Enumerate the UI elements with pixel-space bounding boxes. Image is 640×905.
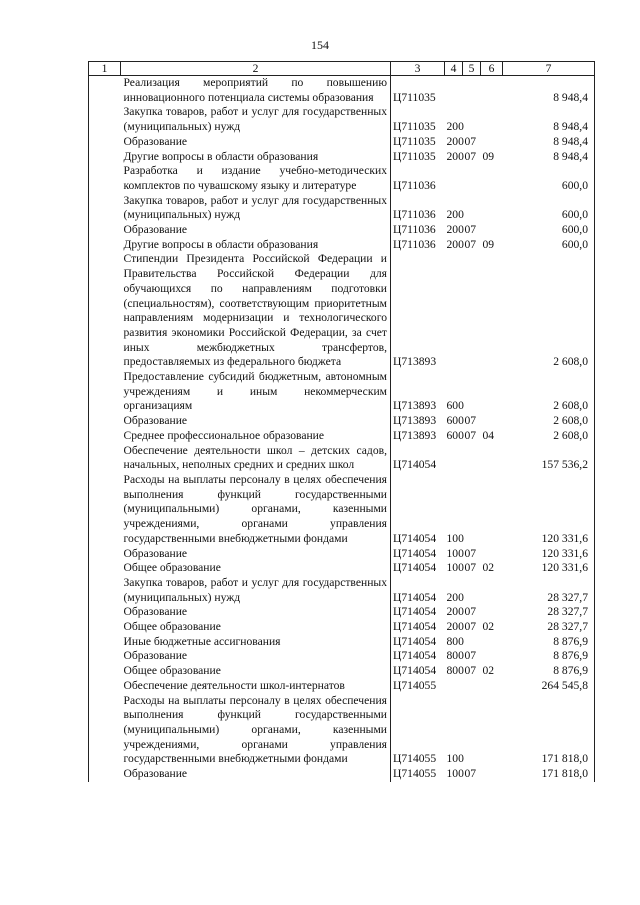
row-col-1	[89, 635, 121, 650]
row-section	[463, 635, 481, 650]
row-name: Образование	[123, 223, 188, 237]
row-subsection	[481, 105, 503, 134]
row-subsection: 02	[482, 561, 495, 575]
row-subsection: 02	[482, 664, 495, 678]
row-col-1	[89, 223, 121, 238]
row-subsection	[481, 605, 503, 620]
row-code: Ц714054	[391, 635, 445, 650]
row-expense-type: 100	[446, 531, 464, 545]
row-section: 07	[464, 546, 477, 560]
table-row	[89, 105, 595, 134]
row-amount: 2 608,0	[503, 414, 595, 429]
row-section: 07	[464, 134, 477, 148]
row-col-1	[89, 576, 121, 605]
table-row	[89, 223, 595, 238]
row-code: Ц714054	[391, 605, 445, 620]
table-row	[89, 605, 595, 620]
row-code: Ц713893	[391, 370, 445, 414]
row-expense-type: 200	[446, 223, 464, 237]
row-expense-type	[445, 76, 463, 106]
row-expense-type	[445, 252, 463, 370]
row-name: Разработка и издание учебно-методических комплектов по чувашскому языку и литературе	[123, 164, 387, 192]
row-subsection	[481, 76, 503, 106]
row-amount: 120 331,6	[503, 547, 595, 562]
row-section: 07	[464, 620, 477, 634]
row-subsection	[481, 635, 503, 650]
row-name: Образование	[123, 546, 188, 560]
row-col-1	[89, 429, 121, 444]
row-section: 07	[464, 223, 477, 237]
row-amount: 264 545,8	[503, 679, 595, 694]
table-row	[89, 414, 595, 429]
row-subsection	[481, 473, 503, 547]
row-subsection	[481, 252, 503, 370]
row-expense-type: 200	[446, 149, 464, 163]
row-code: Ц713893	[391, 252, 445, 370]
row-code: Ц714054	[391, 547, 445, 562]
row-col-1	[89, 105, 121, 134]
row-amount: 171 818,0	[503, 767, 595, 782]
table-row	[89, 473, 595, 547]
budget-table	[88, 61, 595, 782]
row-subsection	[481, 223, 503, 238]
table-row	[89, 694, 595, 768]
header-col-1: 1	[89, 62, 121, 76]
row-code: Ц713893	[391, 414, 445, 429]
row-name: Образование	[123, 649, 188, 663]
row-amount: 8 948,4	[503, 76, 595, 106]
row-name: Другие вопросы в области образования	[123, 237, 319, 251]
row-section	[463, 694, 481, 768]
row-expense-type: 200	[446, 605, 464, 619]
row-col-1	[89, 76, 121, 106]
row-name: Общее образование	[123, 664, 221, 678]
row-name: Общее образование	[123, 561, 221, 575]
row-name: Среднее профессиональное образование	[123, 428, 325, 442]
table-row	[89, 649, 595, 664]
table-row	[89, 620, 595, 635]
row-expense-type: 800	[446, 649, 464, 663]
row-code: Ц714054	[391, 444, 445, 473]
row-section: 07	[464, 414, 477, 428]
row-name: Реализация мероприятий по повышению инновационного потенциала системы образования	[123, 76, 387, 104]
table-row	[89, 679, 595, 694]
row-name: Образование	[123, 134, 188, 148]
row-col-1	[89, 164, 121, 193]
row-code: Ц714054	[391, 473, 445, 547]
row-expense-type: 100	[446, 767, 464, 781]
row-code: Ц714055	[391, 679, 445, 694]
table-row	[89, 135, 595, 150]
row-expense-type	[445, 679, 463, 694]
table-header	[89, 62, 595, 76]
row-name: Закупка товаров, работ и услуг для государственных (муниципальных) нужд	[123, 575, 387, 604]
row-code: Ц711036	[391, 164, 445, 193]
table-row	[89, 238, 595, 253]
header-col-5: 5	[463, 62, 481, 76]
row-name: Обеспечение деятельности школ – детских садов, начальных, неполных средних и средних школ	[123, 443, 387, 472]
row-amount: 2 608,0	[503, 252, 595, 370]
row-code: Ц711035	[391, 76, 445, 106]
row-subsection	[481, 194, 503, 223]
row-col-1	[89, 561, 121, 576]
row-expense-type	[445, 164, 463, 193]
row-expense-type: 800	[446, 634, 464, 648]
row-amount: 8 948,4	[503, 150, 595, 165]
row-section	[463, 370, 481, 414]
row-code: Ц711036	[391, 238, 445, 253]
row-section: 07	[464, 649, 477, 663]
row-subsection	[481, 694, 503, 768]
table-body	[89, 76, 595, 782]
row-section	[463, 444, 481, 473]
row-code: Ц711035	[391, 105, 445, 134]
row-amount: 28 327,7	[503, 620, 595, 635]
row-subsection	[481, 576, 503, 605]
table-row	[89, 561, 595, 576]
row-code: Ц711036	[391, 223, 445, 238]
row-name: Расходы на выплаты персоналу в целях обеспечения выполнения функций государственными (муниципальными) органами, казенными учреждениями, органами управления государственными внебюджетными фондами	[123, 693, 387, 766]
row-name: Образование	[123, 414, 188, 428]
row-amount: 600,0	[503, 164, 595, 193]
row-subsection	[481, 370, 503, 414]
row-subsection	[481, 444, 503, 473]
row-expense-type: 600	[446, 414, 464, 428]
row-subsection	[481, 767, 503, 782]
table-row	[89, 547, 595, 562]
table-row	[89, 429, 595, 444]
row-expense-type: 100	[446, 752, 464, 766]
row-col-1	[89, 194, 121, 223]
row-name: Расходы на выплаты персоналу в целях обеспечения выполнения функций государственными (муниципальными) органами, казенными учреждениями, органами управления государственными внебюджетными фондами	[123, 472, 387, 545]
row-col-1	[89, 414, 121, 429]
header-col-3: 3	[391, 62, 445, 76]
row-amount: 120 331,6	[503, 473, 595, 547]
row-code: Ц711036	[391, 194, 445, 223]
row-expense-type: 200	[446, 620, 464, 634]
row-section: 07	[464, 561, 477, 575]
row-name: Иные бюджетные ассигнования	[123, 634, 281, 648]
row-expense-type: 200	[446, 208, 464, 222]
row-col-1	[89, 444, 121, 473]
row-expense-type: 100	[446, 546, 464, 560]
row-code: Ц711035	[391, 135, 445, 150]
row-section: 07	[464, 767, 477, 781]
table-row	[89, 150, 595, 165]
row-subsection: 09	[482, 237, 495, 251]
row-section	[463, 252, 481, 370]
row-section	[463, 576, 481, 605]
row-section: 07	[464, 664, 477, 678]
row-amount: 28 327,7	[503, 605, 595, 620]
row-code: Ц714055	[391, 694, 445, 768]
row-name: Общее образование	[123, 620, 221, 634]
table-row	[89, 664, 595, 679]
row-amount: 28 327,7	[503, 576, 595, 605]
row-subsection	[481, 649, 503, 664]
row-col-1	[89, 252, 121, 370]
table-row	[89, 576, 595, 605]
table-row	[89, 635, 595, 650]
header-col-7: 7	[503, 62, 595, 76]
table-row	[89, 252, 595, 370]
row-amount: 600,0	[503, 194, 595, 223]
row-col-1	[89, 767, 121, 782]
row-section	[463, 76, 481, 106]
row-name: Образование	[123, 605, 188, 619]
row-section: 07	[464, 428, 477, 442]
row-section	[463, 105, 481, 134]
row-col-1	[89, 605, 121, 620]
row-subsection: 09	[482, 149, 495, 163]
header-col-4: 4	[445, 62, 463, 76]
row-amount: 171 818,0	[503, 694, 595, 768]
row-amount: 8 948,4	[503, 135, 595, 150]
row-amount: 8 948,4	[503, 105, 595, 134]
row-col-1	[89, 620, 121, 635]
row-subsection: 02	[482, 620, 495, 634]
header-col-6: 6	[481, 62, 503, 76]
row-section: 07	[464, 237, 477, 251]
row-expense-type: 600	[446, 428, 464, 442]
table-row	[89, 164, 595, 193]
row-col-1	[89, 135, 121, 150]
table-row	[89, 194, 595, 223]
row-amount: 8 876,9	[503, 664, 595, 679]
row-col-1	[89, 679, 121, 694]
row-expense-type: 200	[446, 134, 464, 148]
row-name: Образование	[123, 767, 188, 781]
row-col-1	[89, 547, 121, 562]
row-amount: 600,0	[503, 223, 595, 238]
row-code: Ц711035	[391, 150, 445, 165]
row-name: Обеспечение деятельности школ-интернатов	[123, 678, 345, 692]
page-number: 154	[311, 38, 329, 52]
row-expense-type: 200	[446, 590, 464, 604]
row-name: Другие вопросы в области образования	[123, 149, 319, 163]
row-subsection	[481, 547, 503, 562]
row-col-1	[89, 370, 121, 414]
row-col-1	[89, 694, 121, 768]
row-expense-type: 200	[446, 120, 464, 134]
row-name: Стипендии Президента Российской Федерации и Правительства Российской Федерации для обучающихся по направлениям подготовки (специальностям), соответствующим приоритетным направлениям модернизации и технологического развития экономики Российской Федерации, за счет иных межбюджетных трансфертов, предоставляемых из федерального бюджета	[123, 252, 387, 369]
row-subsection: 04	[482, 428, 495, 442]
row-amount: 120 331,6	[503, 561, 595, 576]
row-name: Закупка товаров, работ и услуг для государственных (муниципальных) нужд	[123, 193, 387, 222]
table-row	[89, 444, 595, 473]
row-name: Предоставление субсидий бюджетным, автономным учреждениям и иным некоммерческим организациям	[123, 370, 387, 413]
row-amount: 2 608,0	[503, 370, 595, 414]
row-code: Ц714054	[391, 664, 445, 679]
row-code: Ц714054	[391, 649, 445, 664]
row-subsection	[481, 414, 503, 429]
table-row	[89, 767, 595, 782]
row-expense-type	[445, 444, 463, 473]
row-section: 07	[464, 149, 477, 163]
row-section: 07	[464, 605, 477, 619]
row-expense-type: 200	[446, 237, 464, 251]
row-col-1	[89, 473, 121, 547]
table-row	[89, 76, 595, 106]
row-code: Ц713893	[391, 429, 445, 444]
row-amount: 600,0	[503, 238, 595, 253]
header-col-2: 2	[121, 62, 391, 76]
row-section	[463, 473, 481, 547]
row-amount: 8 876,9	[503, 649, 595, 664]
table-row	[89, 370, 595, 414]
row-amount: 157 536,2	[503, 444, 595, 473]
row-amount: 8 876,9	[503, 635, 595, 650]
row-col-1	[89, 238, 121, 253]
row-code: Ц714054	[391, 561, 445, 576]
header-row	[89, 62, 595, 76]
row-amount: 2 608,0	[503, 429, 595, 444]
row-expense-type: 800	[446, 664, 464, 678]
row-subsection	[481, 135, 503, 150]
row-expense-type: 100	[446, 561, 464, 575]
row-code: Ц714054	[391, 576, 445, 605]
row-section	[463, 194, 481, 223]
row-code: Ц714055	[391, 767, 445, 782]
row-col-1	[89, 649, 121, 664]
row-expense-type: 600	[446, 399, 464, 413]
row-col-1	[89, 150, 121, 165]
row-code: Ц714054	[391, 620, 445, 635]
row-name: Закупка товаров, работ и услуг для государственных (муниципальных) нужд	[123, 105, 387, 134]
row-subsection	[481, 164, 503, 193]
row-col-1	[89, 664, 121, 679]
row-subsection	[481, 679, 503, 694]
row-section	[463, 679, 481, 694]
row-section	[463, 164, 481, 193]
